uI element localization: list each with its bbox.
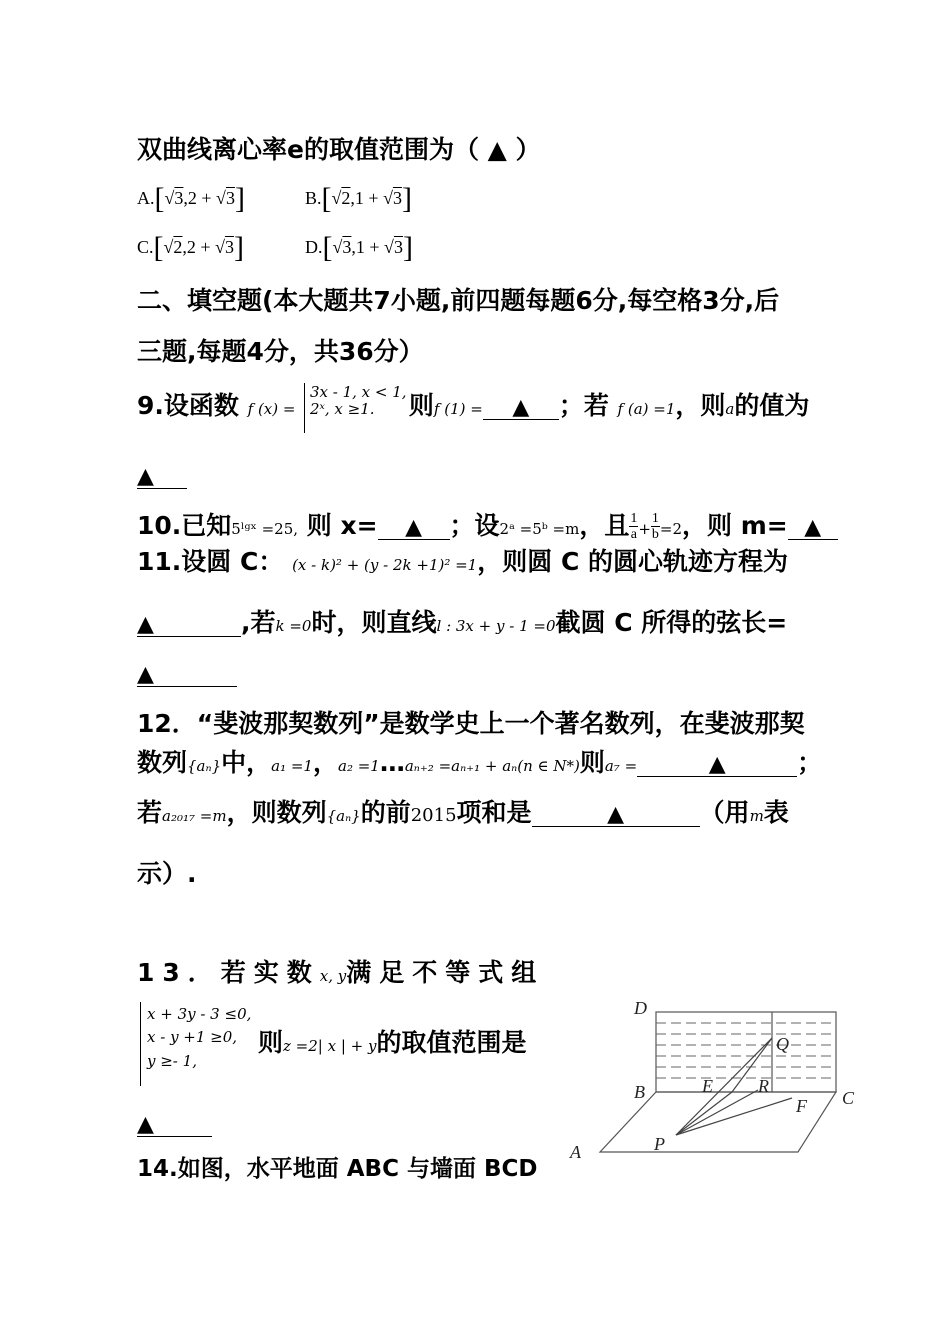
q13-line1: 13．若实数x, y满足不等式组 — [137, 958, 545, 987]
label-e: E — [702, 1076, 713, 1096]
q11-answer-line: ▲ — [137, 660, 237, 687]
label-a: A — [570, 1142, 581, 1162]
label-b: B — [634, 1082, 645, 1102]
option-c: C.[√2,2 + √3] — [137, 231, 244, 264]
figure-segments — [676, 1038, 792, 1135]
option-letter: D. — [305, 237, 323, 257]
q10-line: 10.已知5ˡᵍˣ =25, 则 x= ▲ ；设2ᵃ =5ᵇ =m，且 $\frac{1}{a}+$ $\frac{1}{b}=2$，则 m= ▲ — [137, 511, 838, 543]
q9-answer-line: ▲ — [137, 462, 187, 489]
option-letter: A. — [137, 188, 155, 208]
option-letter: C. — [137, 237, 154, 257]
q9-piecewise: 3x - 1, x < 1, 2ˣ, x ≥1. — [310, 383, 407, 419]
q13-system: x + 3y - 3 ≤0, x - y +1 ≥0, y ≥- 1, — [147, 1005, 252, 1070]
option-d: D.[√3,1 + √3] — [305, 231, 413, 264]
q12-line3: 若a₂₀₁₇ =m，则数列{aₙ}的前2015项和是 ▲ （用m表 — [137, 798, 789, 827]
label-d: D — [634, 998, 647, 1018]
q13-line2: 则z =2| x | + y的取值范围是 — [258, 1028, 527, 1057]
wall-hatching — [656, 1023, 836, 1078]
q12-line1: 12．“斐波那契数列”是数学史上一个著名数列，在斐波那契 — [137, 709, 805, 738]
q13-brace — [140, 1002, 141, 1086]
geometry-figure — [560, 990, 870, 1170]
q13-answer-line: ▲ — [137, 1110, 212, 1137]
q11-line2: ▲ ,若k =0时，则直线l : 3x + y - 1 =0截圆 C 所得的弦长= — [137, 608, 788, 637]
q9-brace — [304, 383, 305, 433]
q8-question-text: 双曲线离心率e的取值范围为（ ▲ ） — [137, 135, 541, 164]
option-a: A.[√3,2 + √3] — [137, 182, 245, 215]
wall-bcd — [656, 1012, 836, 1092]
label-p: P — [654, 1134, 665, 1154]
label-c: C — [842, 1088, 855, 1108]
label-q: Q — [776, 1034, 789, 1054]
section-heading-line1: 二、填空题(本大题共7小题,前四题每题6分,每空格3分,后 — [137, 286, 780, 315]
option-b: B.[√2,1 + √3] — [305, 182, 412, 215]
q9-line: 9.设函数 f (x) = 则f (1) = ▲ ；若 f (a) =1，则a的值为 — [137, 391, 810, 420]
q12-line2: 数列{aₙ}中，a₁ =1，a₂ =1…aₙ₊₂ =aₙ₊₁ + aₙ(n ∈ N*)则a₇ = ▲ ； — [137, 748, 823, 777]
q12-line4: 示）. — [137, 859, 197, 888]
section-heading-line2: 三题,每题4分，共36分） — [137, 337, 424, 366]
label-f: F — [796, 1096, 807, 1116]
q11-line1: 11.设圆 C： (x - k)² + (y - 2k +1)² =1，则圆 C 的圆心轨迹方程为 — [137, 547, 788, 576]
q14-line: 14.如图，水平地面 ABC 与墙面 BCD — [137, 1156, 538, 1182]
option-letter: B. — [305, 188, 322, 208]
label-r: R — [758, 1076, 769, 1096]
